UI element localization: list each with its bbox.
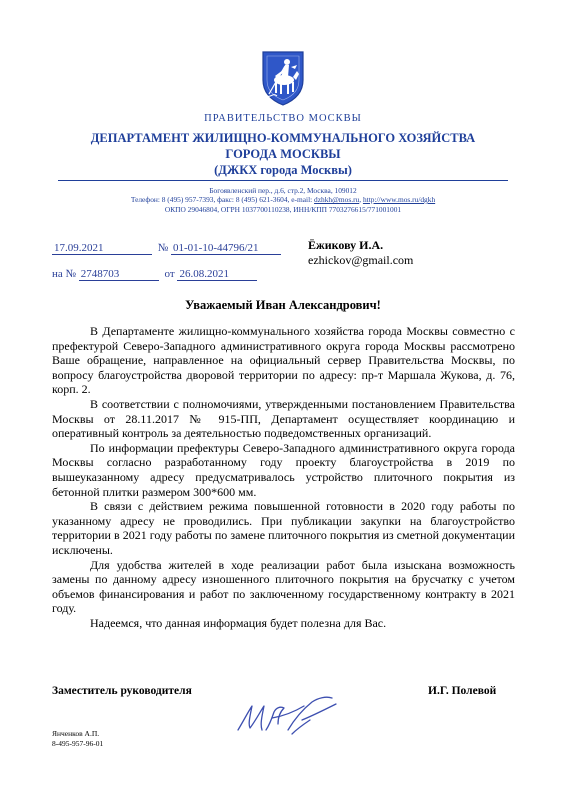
executor-name: Янченков А.П. bbox=[52, 729, 100, 738]
salutation: Уважаемый Иван Александрович! bbox=[185, 298, 381, 312]
body-paragraph: В связи с действием режима повышенной готовности в 2020 году работы по указанному адресу не проводились. При публикации закупки на благоустройство территории в 2021 году работы по замене плиточного покрытия из сметной документации исключены. bbox=[52, 499, 515, 557]
header-divider bbox=[58, 180, 508, 181]
body-paragraph: Для удобства жителей в ходе реализации работ была изыскана возможность замены по данному адресу изношенного плиточного покрытия на брусчатку с учетом объемов финансирования и работ по заключенному государственному контракту в 2021 году. bbox=[52, 557, 515, 616]
body-paragraph: В Департаменте жилищно-коммунального хозяйства города Москвы совместно с префектурой Северо-Западного административного округа города Москвы рассмотрено Ваше обращение, направленное на официальный сервер Правительства Москвы, по вопросу благоустройства дворовой территории по адресу: пр-т Маршала Жукова, д. 76, корп. 2. bbox=[52, 324, 515, 397]
department-name: ДЕПАРТАМЕНТ ЖИЛИЩНО-КОММУНАЛЬНОГО ХОЗЯЙСТВА bbox=[90, 131, 476, 145]
department-contacts bbox=[0, 195, 566, 205]
incoming-reference bbox=[52, 268, 257, 281]
department-address: Богоявленский пер., д.6, стр.2, Москва, 109012 bbox=[209, 186, 357, 195]
handwritten-signature-icon bbox=[232, 690, 372, 740]
incoming-number: 2748703 bbox=[79, 268, 159, 281]
government-title: ПРАВИТЕЛЬСТВО МОСКВЫ bbox=[204, 113, 362, 124]
department-short-name: (ДЖКХ города Москвы) bbox=[214, 163, 352, 177]
body-paragraph: В соответствии с полномочиями, утвержденными постановлением Правительства Москвы от 28.11.2017 № 915-ПП, Департамент осуществляет координацию и оперативный контроль за деятельностью подведомственных организаций. bbox=[52, 396, 515, 441]
moscow-coat-of-arms-icon bbox=[259, 50, 307, 106]
outgoing-date: 17.09.2021 bbox=[52, 242, 152, 255]
executor-phone: 8-495-957-96-01 bbox=[52, 738, 104, 748]
email-link[interactable]: dzhkh@mos.ru bbox=[314, 195, 360, 204]
letter-body bbox=[52, 324, 515, 630]
outgoing-reference bbox=[52, 242, 281, 255]
executor-info bbox=[52, 729, 103, 748]
on-number-prefix: на № bbox=[52, 268, 77, 280]
phone-fax-text: Телефон: 8 (495) 957-7393, факс: 8 (495) 621-3604, e-mail: bbox=[130, 195, 315, 204]
from-prefix: от bbox=[164, 268, 175, 280]
department-city: ГОРОДА МОСКВЫ bbox=[225, 147, 341, 161]
recipient-email: ezhickov@gmail.com bbox=[308, 253, 414, 267]
signer-name: И.Г. Полевой bbox=[428, 685, 497, 697]
contact-separator: , bbox=[359, 195, 363, 204]
recipient-name: Ёжикову И.А. bbox=[308, 238, 384, 252]
signer-title: Заместитель руководителя bbox=[52, 685, 192, 697]
department-requisites: ОКПО 29046804, ОГРН 1037700110238, ИНН/КПП 7703276615/771001001 bbox=[164, 205, 402, 214]
incoming-date: 26.08.2021 bbox=[177, 268, 257, 281]
number-prefix: № bbox=[157, 242, 169, 254]
website-link[interactable]: http://www.mos.ru/dgkh bbox=[362, 195, 436, 204]
outgoing-number: 01-01-10-44796/21 bbox=[171, 242, 281, 255]
body-paragraph: По информации префектуры Северо-Западного административного округа города Москвы согласно разработанному году проекту благоустройства в 2019 по вышеуказанному адресу предусматривалось устройство плиточного покрытия из бетонной плитки размером 300*600 мм. bbox=[52, 440, 515, 499]
body-paragraph: Надеемся, что данная информация будет полезна для Вас. bbox=[90, 615, 387, 630]
